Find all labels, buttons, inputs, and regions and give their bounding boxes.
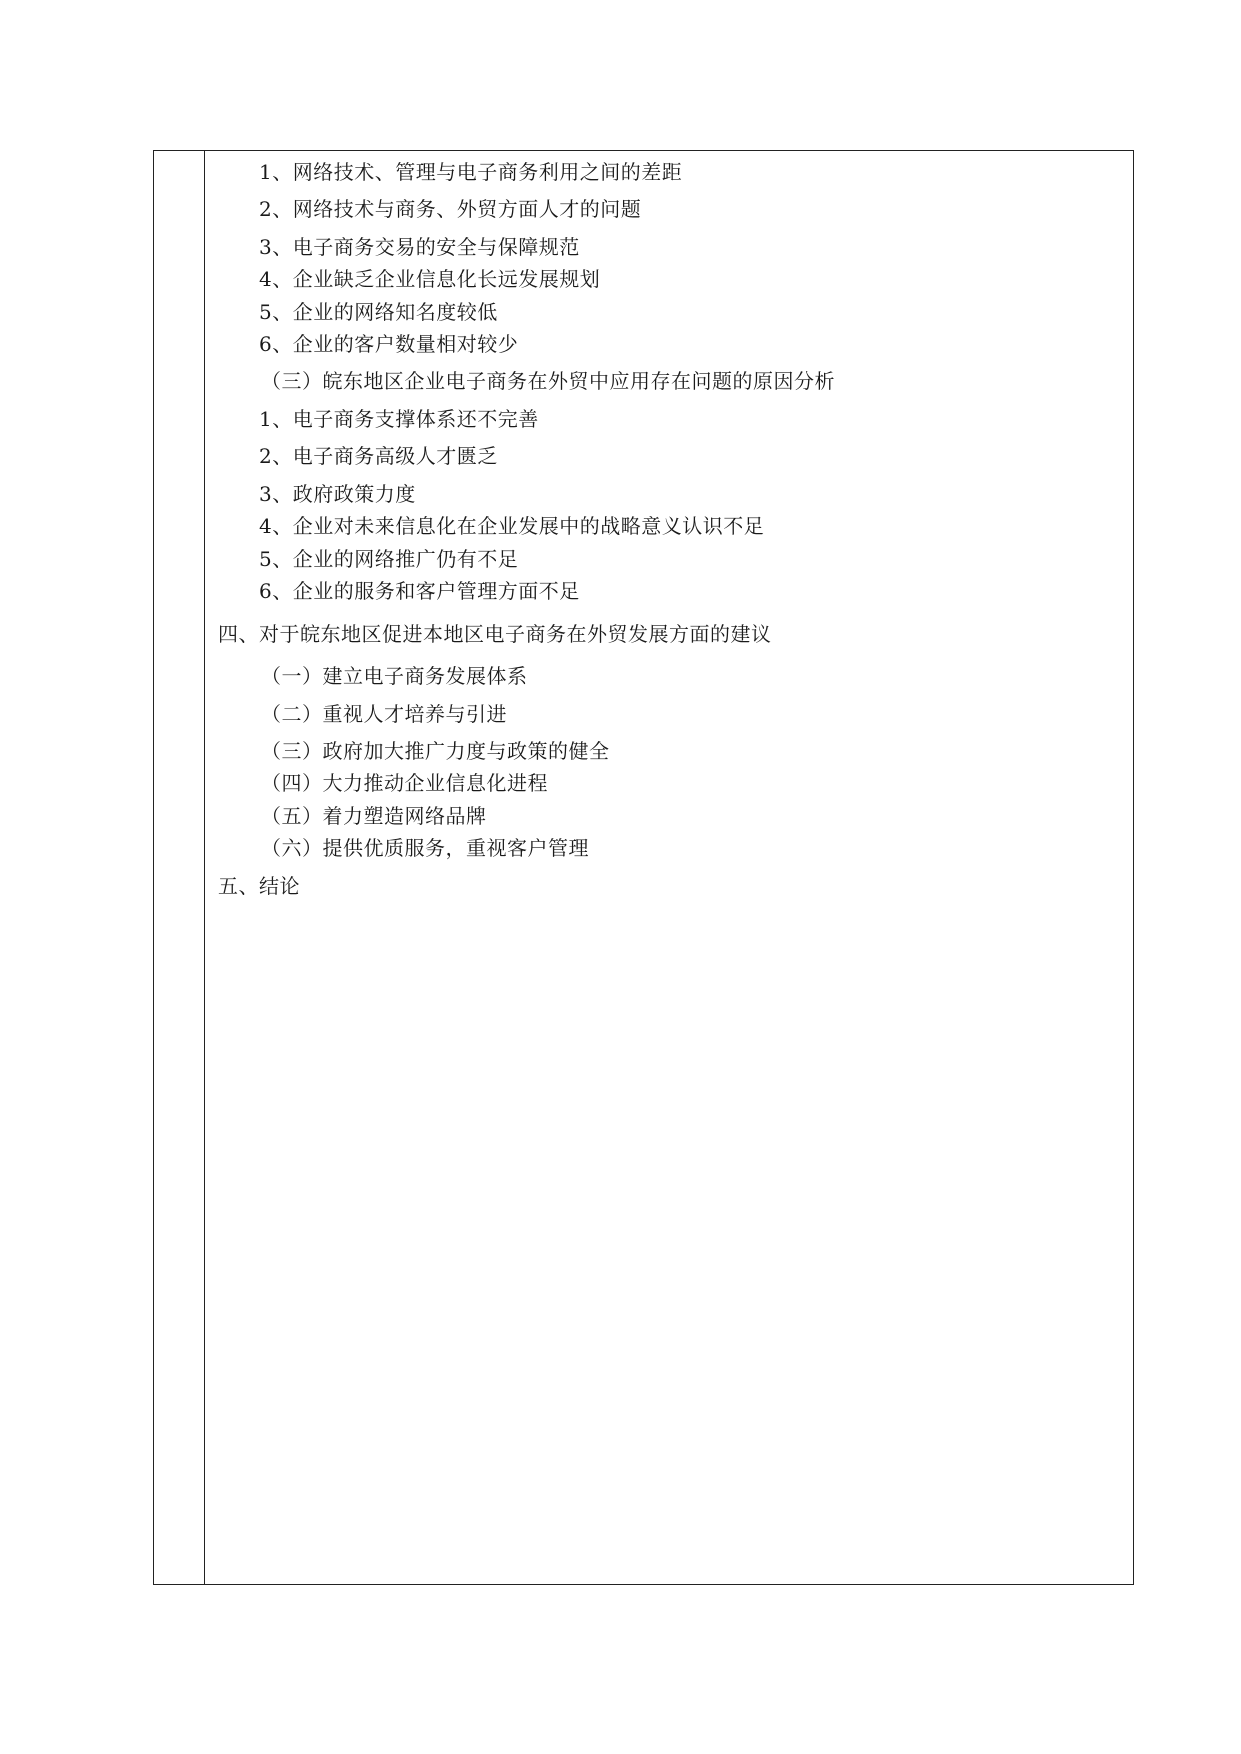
label-column bbox=[154, 151, 205, 1584]
outline-item: 2、电子商务高级人才匮乏 bbox=[259, 444, 498, 468]
outline-item: 5、企业的网络推广仍有不足 bbox=[259, 547, 519, 571]
outline-item: 5、企业的网络知名度较低 bbox=[259, 300, 498, 324]
outline-item: 4、企业对未来信息化在企业发展中的战略意义认识不足 bbox=[259, 514, 765, 538]
outline-item: 6、企业的客户数量相对较少 bbox=[259, 332, 519, 356]
outline-item: 3、政府政策力度 bbox=[259, 482, 416, 506]
section-heading: 五、结论 bbox=[218, 874, 300, 898]
subsection-heading: （三）皖东地区企业电子商务在外贸中应用存在问题的原因分析 bbox=[261, 369, 835, 393]
outline-table bbox=[153, 150, 1134, 1585]
outline-item: 4、企业缺乏企业信息化长远发展规划 bbox=[259, 267, 601, 291]
subsection-heading: （五）着力塑造网络品牌 bbox=[261, 804, 487, 828]
outline-item: 3、电子商务交易的安全与保障规范 bbox=[259, 235, 580, 259]
outline-item: 2、网络技术与商务、外贸方面人才的问题 bbox=[259, 197, 642, 221]
subsection-heading: （六）提供优质服务，重视客户管理 bbox=[261, 836, 589, 860]
outline-item: 1、网络技术、管理与电子商务利用之间的差距 bbox=[259, 160, 683, 184]
subsection-heading: （二）重视人才培养与引进 bbox=[261, 702, 507, 726]
subsection-heading: （三）政府加大推广力度与政策的健全 bbox=[261, 739, 610, 763]
outline-content-cell bbox=[205, 151, 1133, 1584]
outline-item: 6、企业的服务和客户管理方面不足 bbox=[259, 579, 580, 603]
subsection-heading: （四）大力推动企业信息化进程 bbox=[261, 771, 548, 795]
subsection-heading: （一）建立电子商务发展体系 bbox=[261, 664, 528, 688]
section-heading: 四、对于皖东地区促进本地区电子商务在外贸发展方面的建议 bbox=[218, 622, 772, 646]
outline-item: 1、电子商务支撑体系还不完善 bbox=[259, 407, 539, 431]
